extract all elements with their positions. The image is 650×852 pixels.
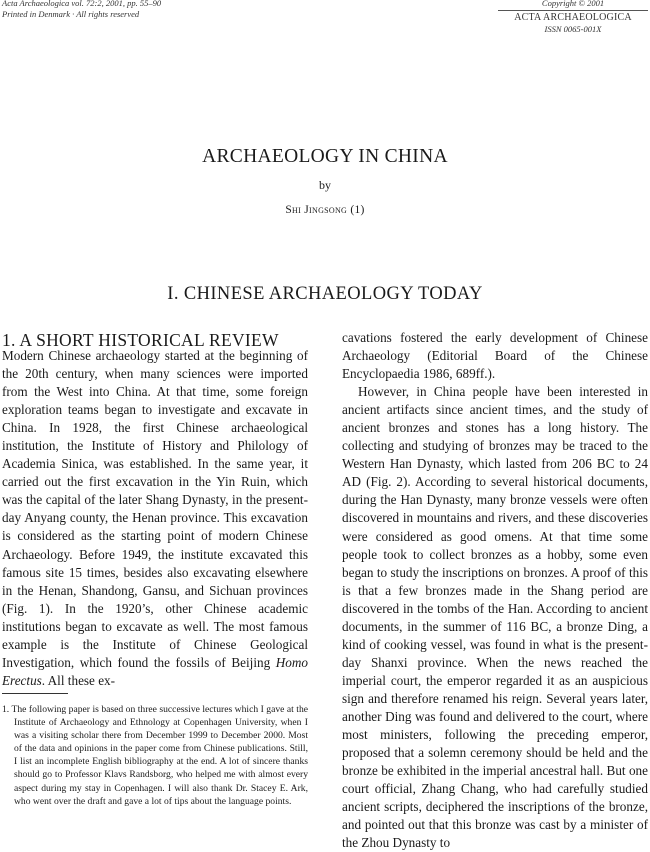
part-title: I. CHINESE ARCHAEOLOGY TODAY (167, 284, 483, 304)
journal-citation: Acta Archaeologica vol. 72:2, 2001, pp. 55–90 (2, 0, 162, 8)
footnote: 1. The following paper is based on three successive lectures which I gave at the Institute of Archaeology and Ethnology at Copenhagen University, when I was a visiting scholar there from December 1999 to December 2000. Most of the data and opinions in the paper come from Chinese publications. Still, I list an incomplete English bibliography at the end. A lot of sincere thanks should go to Professor Klavs Randsborg, who helped me with almost every aspect during my stay in Copenhagen. I will also thank Dr. Stacey E. Ark, who went over the draft and gave a lot of tips about the language points. (2, 704, 308, 807)
journal-name: ACTA ARCHAEOLOGICA (514, 12, 632, 23)
footnote-rule (2, 693, 68, 694)
section-heading: 1. A SHORT HISTORICAL REVIEW (2, 330, 279, 350)
body-column-right (342, 329, 648, 852)
body-paragraph: Modern Chinese archaeology started at the beginning of the 20th century, when many sciences were imported from the West into China. At that time, some foreign exploration teams began to investigate and excavate in China. In 1928, the first Chinese archaeological institution, the Institute of History and Philology of Academia Sinica, was established. In the same year, it carried out the first excavation in the Yin Ruin, which was the capital of the later Shang Dynasty, in the present-day Anyang county, the Henan province. This excavation is considered as the starting point of modern Chinese Archaeology. Before 1949, the institute excavated this famous site 15 times, besides also excavating elsewhere in the Henan, Shandong, Gansu, and Sichuan provinces (Fig. 1). In the 1920’s, other Chinese academic institutions began to excavate as well. The most famous example is the Institute of Chinese Geological Investigation, which found the fossils of Beijing Homo Erectus. All these ex- (2, 348, 309, 688)
body-paragraph-continued: cavations fostered the early development of Chinese Archaeology (Editorial Board of the Chinese Encyclopaedia 1986, 689ff.). (342, 330, 648, 382)
header-rule (498, 10, 648, 11)
italic-term: Homo Erectus (2, 654, 309, 688)
body-paragraph: However, in China people have been interested in ancient artifacts since ancient times, and the study of ancient bronzes and stones has a long history. The collecting and studying of bronzes may be traced to the Western Han Dynasty, which lasted from 206 BC to 24 AD (Fig. 2). According to several historical documents, during the Han Dynasty, many bronze vessels were often discovered in mountains and rivers, and these discoveries were considered as good omens. At that time some people took to collect bronzes as a hobby, some even began to study the inscriptions on bronzes. A proof of this is that a few bronzes made in the Shang period are discovered in the tombs of the Han. According to ancient documents, in the summer of 116 BC, a bronze Ding, a kind of cooking vessel, was found in what is the present-day Shanxi province. When the news reached the imperial court, the emperor regarded it as an auspicious sign and therefore renamed his reign. Several years later, another Ding was found and delivered to the court, where most ministers, following the preceding emperor, proposed that a solemn ceremony should be held and the bronze be exhibited in the imperial ancestral hall. But one court official, Zhang Chang, who had carefully studied ancient scripts, deciphered the inscriptions of the bronze, and pointed out that this bronze was cast by a minister of the Zhou Dynasty to (342, 384, 648, 851)
author-name: Shi Jingsong (285, 204, 348, 216)
running-header-right (498, 0, 648, 34)
running-header-left (2, 0, 161, 20)
issn: ISSN 0065-001X (544, 24, 602, 34)
author-footnote-marker: (1) (350, 204, 365, 216)
print-notice: Printed in Denmark · All rights reserved (2, 9, 140, 19)
byline-by: by (319, 178, 331, 192)
article-title: ARCHAEOLOGY IN CHINA (202, 146, 448, 167)
author-line (0, 204, 650, 216)
body-column-left (2, 347, 308, 690)
copyright-notice: Copyright © 2001 (541, 0, 605, 8)
